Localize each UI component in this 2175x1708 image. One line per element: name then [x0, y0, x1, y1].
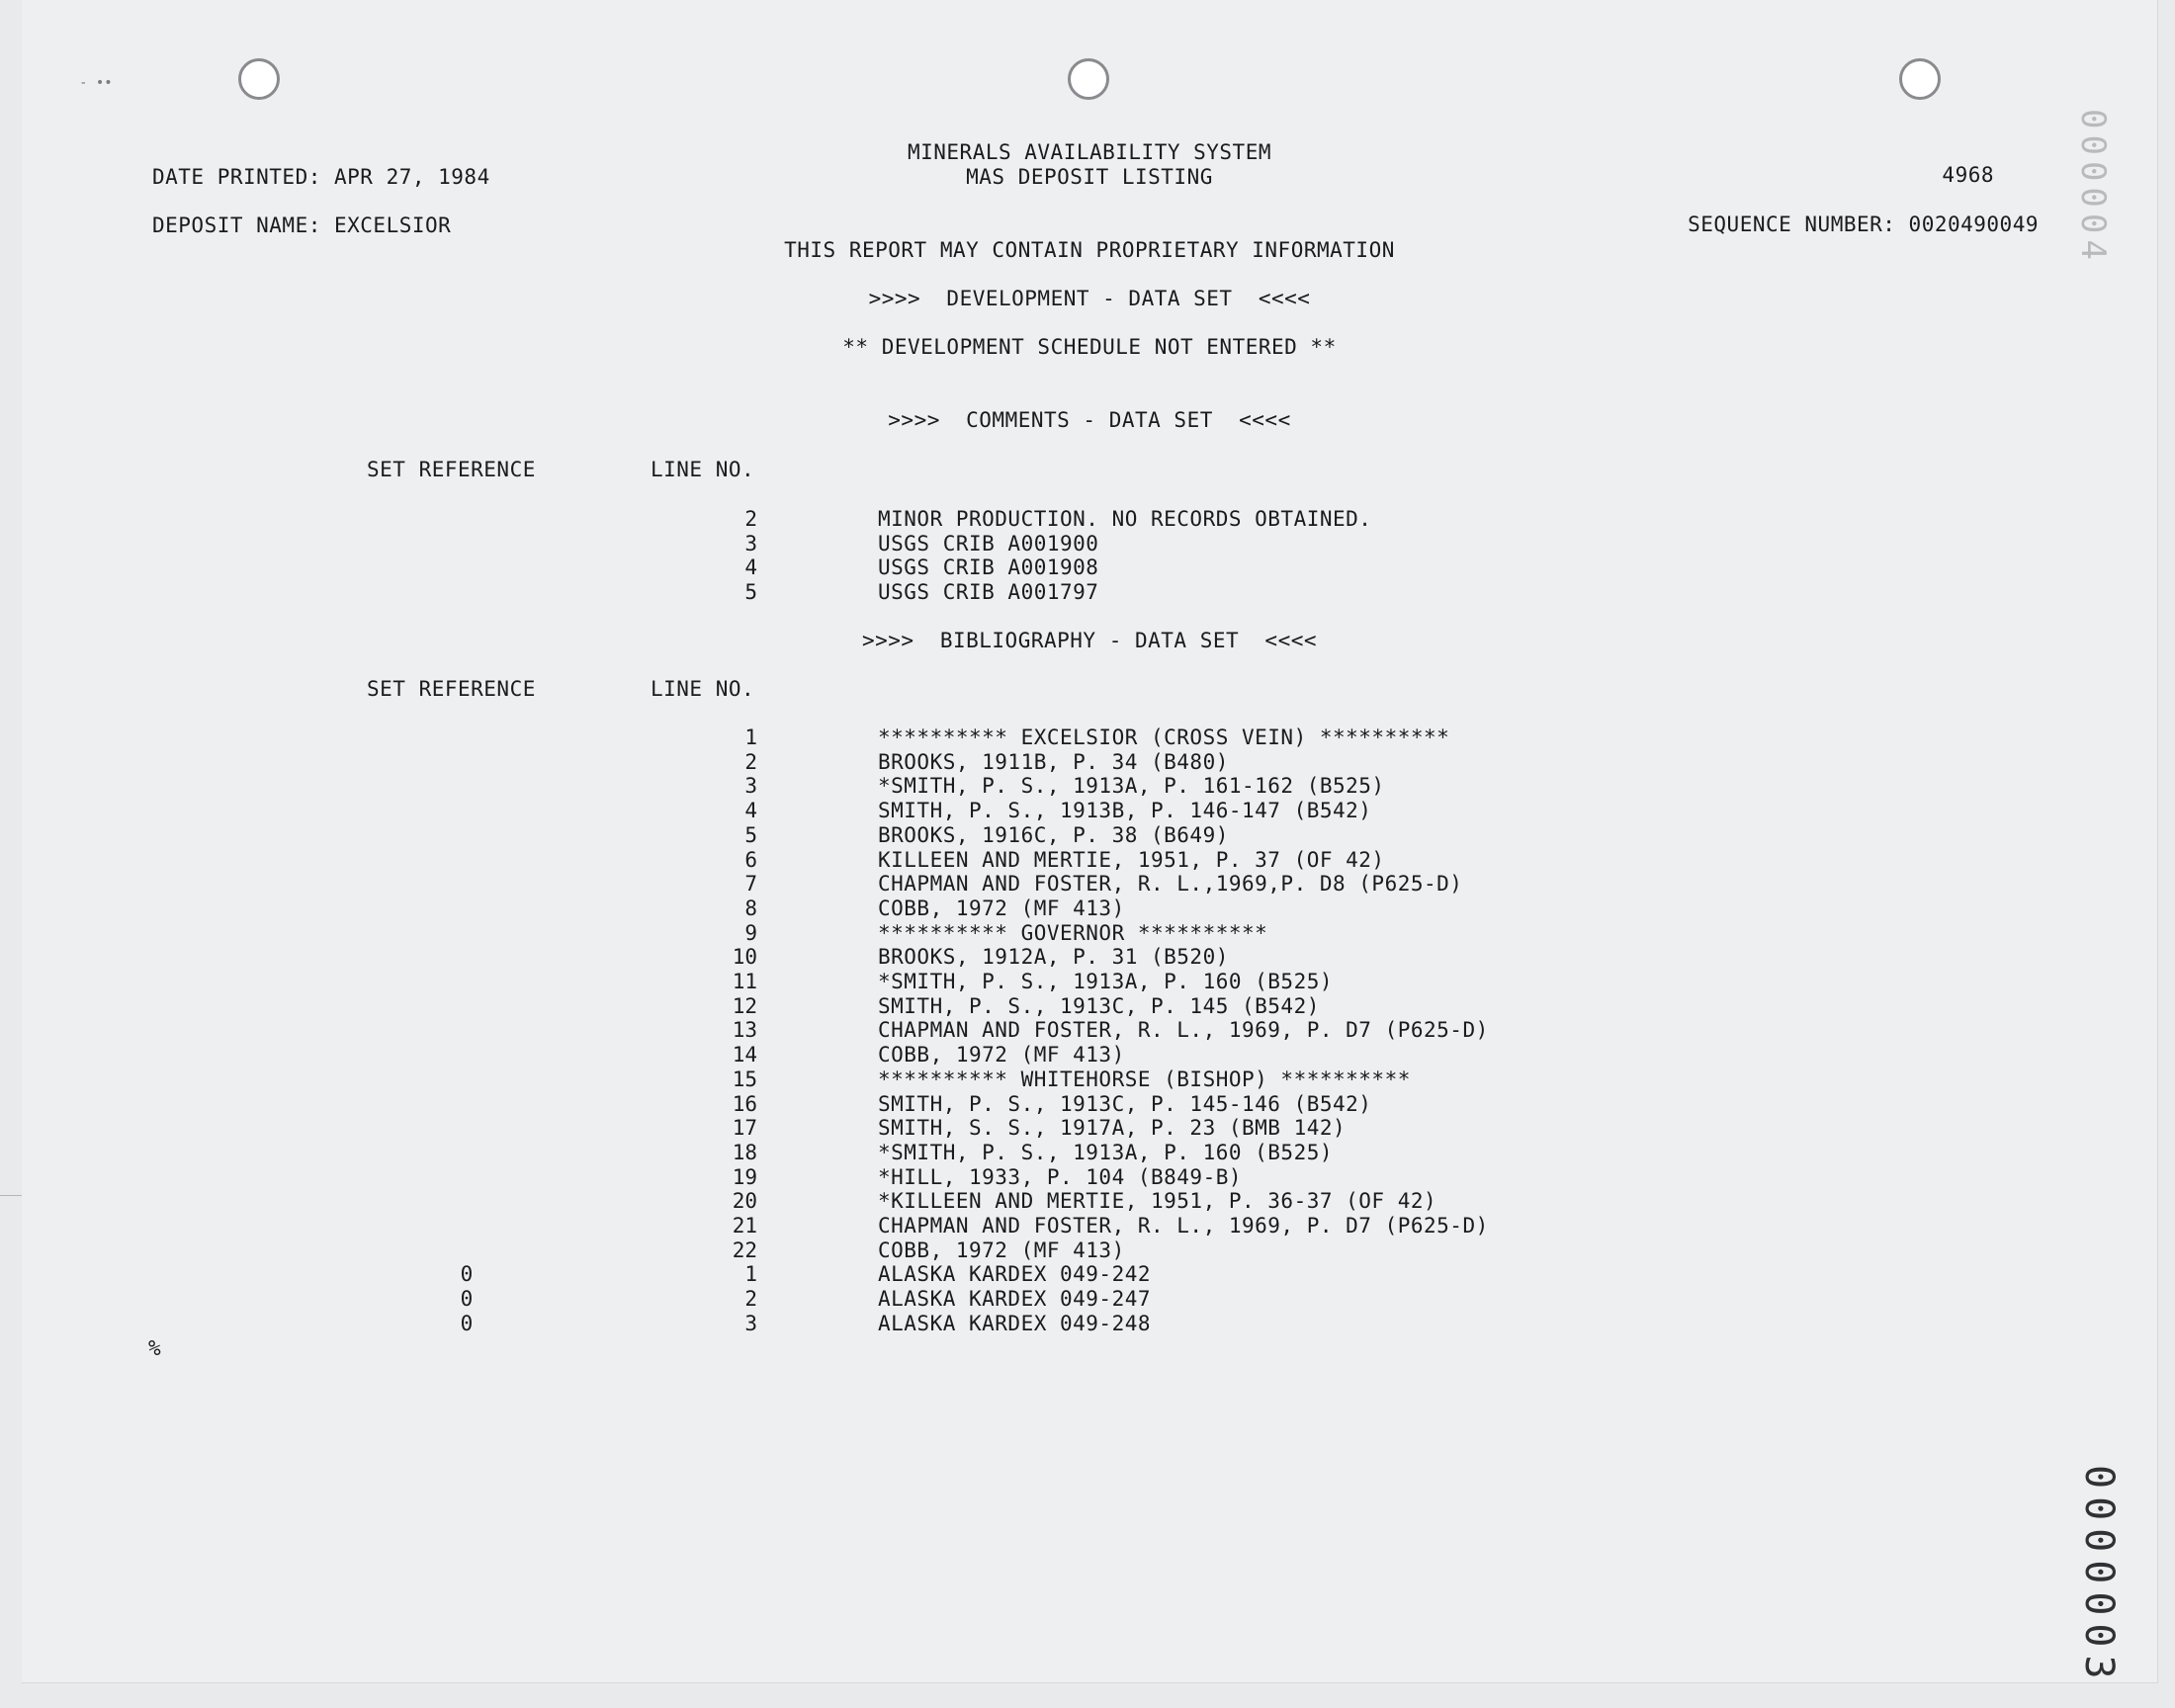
entry-text-cell: *SMITH, P. S., 1913A, P. 161-162 (B525) — [878, 774, 1385, 799]
development-note: ** DEVELOPMENT SCHEDULE NOT ENTERED ** — [842, 335, 1337, 359]
line-number-cell: 5 — [744, 822, 757, 847]
entry-text-cell: *SMITH, P. S., 1913A, P. 160 (B525) — [878, 1140, 1334, 1164]
line-number-cell: 3 — [744, 774, 757, 799]
table-row — [22, 1116, 2157, 1140]
edge-stamp-top: 000004 — [2073, 109, 2113, 266]
line-number-cell: 9 — [744, 920, 757, 945]
entry-text-cell: SMITH, P. S., 1913C, P. 145 (B542) — [878, 993, 1320, 1018]
entry-text-cell: ********** EXCELSIOR (CROSS VEIN) ********** — [878, 726, 1450, 749]
line-number-cell: 14 — [732, 1043, 757, 1068]
page-number: 4968 — [1942, 163, 1994, 187]
table-row — [22, 1165, 2157, 1189]
table-row — [22, 580, 2157, 604]
table-row — [22, 532, 2157, 555]
line-number-cell: 3 — [744, 531, 757, 555]
table-row — [22, 1018, 2157, 1042]
comments-heading: >>>> COMMENTS - DATA SET <<<< — [888, 408, 1291, 432]
table-row — [22, 750, 2157, 774]
entry-text-cell: CHAPMAN AND FOSTER, R. L.,1969,P. D8 (P625-D) — [878, 872, 1463, 897]
line-number-cell: 2 — [744, 507, 757, 531]
line-number-cell: 2 — [744, 1287, 757, 1312]
entry-text-cell: COBB, 1972 (MF 413) — [878, 896, 1125, 920]
table-row — [22, 555, 2157, 579]
table-row — [22, 799, 2157, 822]
table-row — [22, 1238, 2157, 1262]
system-title: MINERALS AVAILABILITY SYSTEM — [907, 140, 1271, 164]
entry-text-cell: ALASKA KARDEX 049-248 — [878, 1311, 1152, 1335]
table-row — [22, 1043, 2157, 1067]
deposit-name: DEPOSIT NAME: EXCELSIOR — [152, 214, 452, 237]
table-row — [22, 726, 2157, 749]
set-reference-cell: 0 — [460, 1287, 474, 1312]
edge-stamp-bottom: 0000003 — [2076, 1465, 2122, 1687]
bibliography-heading: >>>> BIBLIOGRAPHY - DATA SET <<<< — [861, 629, 1317, 652]
table-row — [22, 823, 2157, 847]
line-number-cell: 10 — [732, 945, 757, 970]
entry-text-cell: SMITH, S. S., 1917A, P. 23 (BMB 142) — [878, 1116, 1347, 1141]
line-number-cell: 1 — [744, 1262, 757, 1287]
line-number-cell: 16 — [732, 1091, 757, 1116]
entry-text-cell: CHAPMAN AND FOSTER, R. L., 1969, P. D7 (P625-D) — [878, 1214, 1489, 1238]
table-row — [22, 897, 2157, 920]
table-row — [22, 1141, 2157, 1164]
entry-text-cell: CHAPMAN AND FOSTER, R. L., 1969, P. D7 (P625-D) — [878, 1018, 1489, 1043]
line-number-cell: 8 — [744, 896, 757, 920]
bibliography-col-line-no: LINE NO. — [651, 677, 755, 701]
entry-text-cell: ALASKA KARDEX 049-242 — [878, 1262, 1152, 1287]
table-row — [22, 1262, 2157, 1286]
table-row — [22, 921, 2157, 945]
entry-text-cell: USGS CRIB A001900 — [878, 531, 1099, 555]
table-row — [22, 1068, 2157, 1091]
line-number-cell: 15 — [732, 1067, 757, 1091]
table-row — [22, 1189, 2157, 1213]
punch-hole-center — [1068, 58, 1109, 100]
line-number-cell: 6 — [744, 847, 757, 872]
table-row — [22, 507, 2157, 531]
entry-text-cell: *SMITH, P. S., 1913A, P. 160 (B525) — [878, 970, 1334, 993]
line-number-cell: 13 — [732, 1018, 757, 1043]
line-number-cell: 12 — [732, 993, 757, 1018]
bibliography-col-set-reference: SET REFERENCE — [367, 677, 536, 701]
set-reference-cell: 0 — [460, 1262, 474, 1287]
table-row — [22, 1092, 2157, 1116]
listing-title: MAS DEPOSIT LISTING — [966, 165, 1213, 189]
entry-text-cell: ALASKA KARDEX 049-247 — [878, 1287, 1152, 1312]
line-number-cell: 3 — [744, 1311, 757, 1335]
entry-text-cell: ********** GOVERNOR ********** — [878, 920, 1268, 945]
table-row — [22, 1287, 2157, 1311]
comments-col-set-reference: SET REFERENCE — [367, 458, 536, 481]
line-number-cell: 17 — [732, 1116, 757, 1141]
document-page — [22, 0, 2158, 1687]
table-row — [22, 1214, 2157, 1238]
entry-text-cell: SMITH, P. S., 1913C, P. 145-146 (B542) — [878, 1091, 1372, 1116]
line-number-cell: 4 — [744, 555, 757, 580]
table-row — [22, 1312, 2157, 1335]
development-heading: >>>> DEVELOPMENT - DATA SET <<<< — [868, 287, 1311, 310]
set-reference-cell: 0 — [460, 1311, 474, 1335]
punch-hole-right — [1899, 58, 1941, 100]
line-number-cell: 11 — [732, 970, 757, 993]
line-number-cell: 2 — [744, 749, 757, 774]
entry-text-cell: COBB, 1972 (MF 413) — [878, 1238, 1125, 1262]
line-number-cell: 21 — [732, 1214, 757, 1238]
table-row — [22, 848, 2157, 872]
line-number-cell: 1 — [744, 726, 757, 749]
line-number-cell: 7 — [744, 872, 757, 897]
line-number-cell: 20 — [732, 1189, 757, 1214]
entry-text-cell: BROOKS, 1916C, P. 38 (B649) — [878, 822, 1229, 847]
stray-mark-icon: - •• — [79, 75, 113, 91]
line-number-cell: 22 — [732, 1238, 757, 1262]
proprietary-notice: THIS REPORT MAY CONTAIN PROPRIETARY INFORMATION — [784, 238, 1395, 262]
line-number-cell: 4 — [744, 799, 757, 823]
entry-text-cell: USGS CRIB A001908 — [878, 555, 1099, 580]
entry-text-cell: BROOKS, 1911B, P. 34 (B480) — [878, 749, 1229, 774]
entry-text-cell: BROOKS, 1912A, P. 31 (B520) — [878, 945, 1229, 970]
footer-mark: % — [148, 1336, 162, 1360]
table-row — [22, 872, 2157, 896]
table-row — [22, 774, 2157, 798]
fold-line — [0, 1195, 22, 1196]
line-number-cell: 5 — [744, 580, 757, 605]
line-number-cell: 19 — [732, 1164, 757, 1189]
entry-text-cell: *KILLEEN AND MERTIE, 1951, P. 36-37 (OF 42) — [878, 1189, 1437, 1214]
entry-text-cell: USGS CRIB A001797 — [878, 580, 1099, 605]
entry-text-cell: KILLEEN AND MERTIE, 1951, P. 37 (OF 42) — [878, 847, 1385, 872]
table-row — [22, 945, 2157, 969]
entry-text-cell: ********** WHITEHORSE (BISHOP) ********** — [878, 1067, 1411, 1091]
entry-text-cell: SMITH, P. S., 1913B, P. 146-147 (B542) — [878, 799, 1372, 823]
entry-text-cell: MINOR PRODUCTION. NO RECORDS OBTAINED. — [878, 507, 1372, 531]
comments-col-line-no: LINE NO. — [651, 458, 755, 481]
entry-text-cell: COBB, 1972 (MF 413) — [878, 1043, 1125, 1068]
entry-text-cell: *HILL, 1933, P. 104 (B849-B) — [878, 1164, 1243, 1189]
sequence-number: SEQUENCE NUMBER: 0020490049 — [1688, 213, 2039, 236]
table-row — [22, 970, 2157, 993]
date-printed: DATE PRINTED: APR 27, 1984 — [152, 165, 490, 189]
punch-hole-left — [238, 58, 280, 100]
line-number-cell: 18 — [732, 1140, 757, 1164]
table-row — [22, 994, 2157, 1018]
